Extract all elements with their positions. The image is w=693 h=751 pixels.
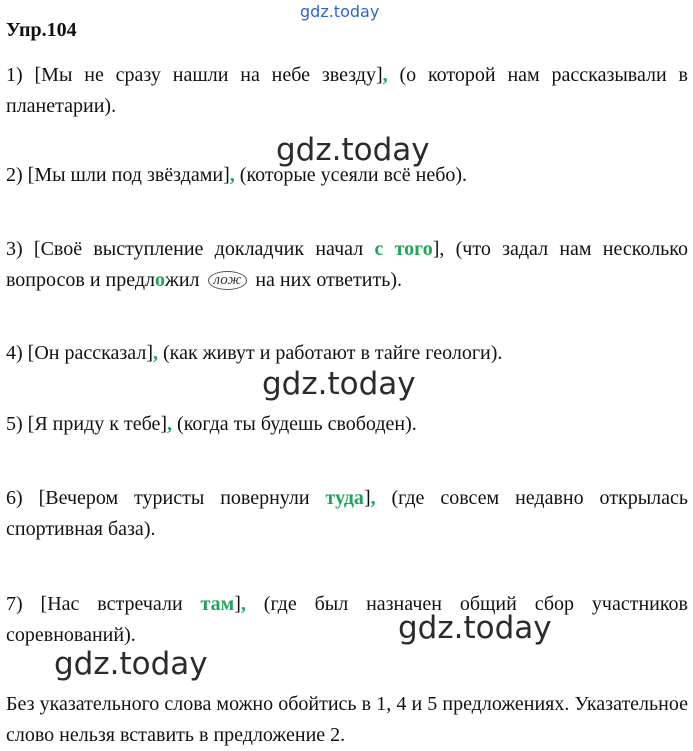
clause-text: ] — [363, 487, 371, 509]
sentence-number: 2) — [6, 164, 28, 186]
sentence-5 — [6, 409, 688, 440]
watermark: gdz.today — [54, 646, 208, 682]
highlighted-comma: , — [167, 413, 173, 435]
subordinate-clause: (где был назначен общий сбор участников соревнований). — [6, 593, 688, 646]
subordinate-clause: (о которой нам рассказывали в планетарии). — [6, 64, 688, 117]
main-clause: [Он рассказал] — [27, 342, 153, 364]
highlighted-comma: , — [153, 342, 158, 364]
sentence-2 — [6, 160, 688, 191]
sentence-number: 3) — [6, 238, 34, 260]
highlighted-comma: , — [370, 487, 376, 509]
clause-text: ] — [234, 593, 241, 615]
highlighted-comma: , — [240, 593, 246, 615]
exercise-title: Упр.104 — [6, 19, 77, 41]
highlighted-comma: , — [382, 64, 388, 86]
subordinate-clause: (как живут и работают в тайге геологи). — [158, 342, 503, 364]
clause-text: ], (что задал нам несколько вопросов и предл — [6, 238, 688, 291]
subordinate-clause: (которые усеяли всё небо). — [234, 164, 468, 186]
sentence-1 — [6, 60, 688, 122]
main-clause: [Я приду к тебе] — [27, 413, 168, 435]
subordinate-clause: (где совсем недавно открылась спортивная база). — [6, 487, 688, 540]
sentence-number: 5) — [6, 413, 28, 435]
sentence-number: 7) — [6, 593, 41, 615]
sentence-7 — [6, 589, 688, 651]
demonstrative-word: туда — [325, 487, 364, 509]
root-mark: лож — [208, 271, 248, 290]
sentence-3 — [6, 234, 688, 296]
clause-text: жил — [165, 269, 200, 291]
main-clause: [Мы не сразу нашли на небе звезду] — [34, 64, 383, 86]
clause-text: на них ответить). — [255, 269, 402, 291]
watermark: gdz.today — [262, 366, 416, 402]
main-clause: [Своё выступление докладчик начал — [33, 238, 375, 260]
subordinate-clause: (когда ты будешь свободен). — [172, 413, 417, 435]
demonstrative-word: с того — [374, 238, 433, 260]
sentence-number: 1) — [6, 64, 35, 86]
sentence-number: 6) — [6, 487, 39, 509]
sentence-6 — [6, 483, 688, 545]
demonstrative-word: там — [200, 593, 235, 615]
watermark-top: gdz.today — [300, 2, 380, 21]
sentence-4 — [6, 338, 688, 369]
watermark: gdz.today — [398, 610, 552, 646]
conclusion: Без указательного слова можно обойтись в 1, 4 и 5 предложениях. Указательное слово нельзя вставить в предложение 2. — [6, 693, 688, 746]
main-clause: [Мы шли под звёздами] — [27, 164, 230, 186]
main-clause: [Нас встречали — [40, 593, 201, 615]
highlighted-comma: , — [229, 164, 235, 186]
highlighted-letter: о — [155, 269, 166, 291]
sentence-number: 4) — [6, 342, 28, 364]
watermark: gdz.today — [276, 132, 430, 168]
main-clause: [Вечером туристы повернули — [38, 487, 326, 509]
